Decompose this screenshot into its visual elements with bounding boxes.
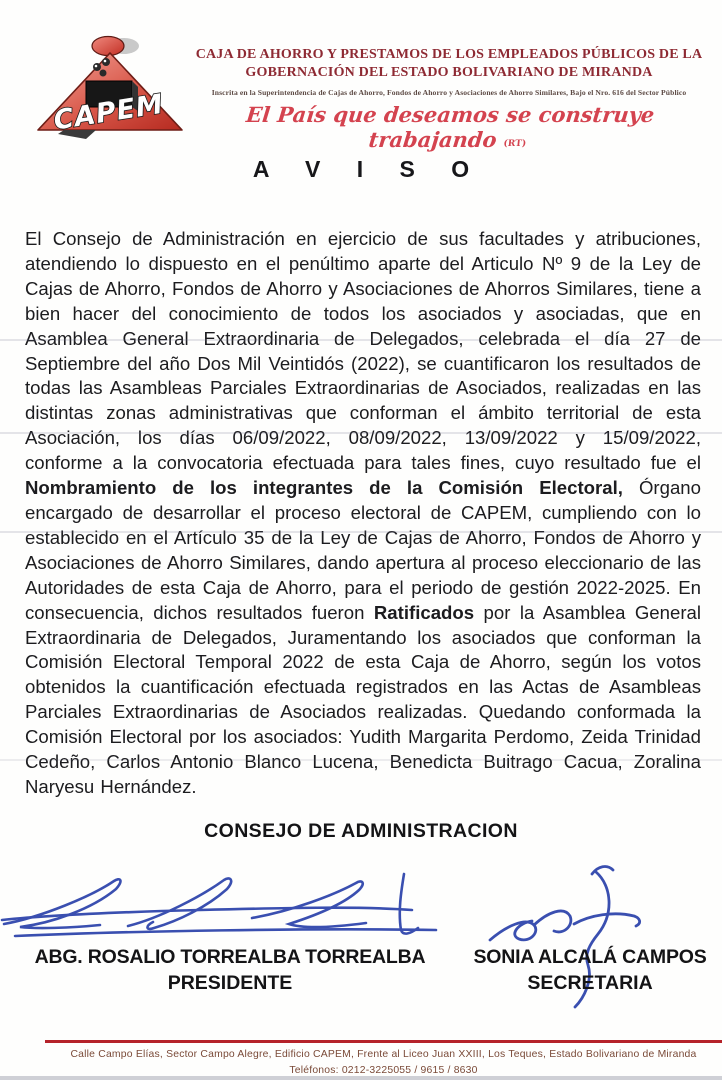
logo-head-ball [92,37,124,56]
capem-logo-icon [34,33,186,151]
president-name: ABG. ROSALIO TORREALBA TORREALBA [34,946,426,968]
president-title: PRESIDENTE [167,972,293,994]
logo-coin-highlight [95,65,98,68]
paragraph-bold-segment: Nombramiento de los integrantes de la Comisión Electoral, [25,477,623,499]
org-name [183,46,715,82]
logo-wordmark: CAPEM [51,88,166,137]
slogan-text: El País que deseamos se construye trabajando [244,102,656,152]
capem-logo [34,33,186,151]
logo-coin [100,70,107,77]
signature-block-secretary [470,944,710,996]
president-signature-icon [0,868,450,948]
letterhead [183,46,715,152]
notice-title: A V I S O [252,156,485,182]
org-name-line1: CAJA DE AHORRO Y PRESTAMOS DE LOS EMPLEADOS PÚBLICOS DE LA [195,47,703,62]
paragraph-bold-segment: Ratificados [373,601,475,623]
footer-divider [45,1040,722,1043]
registration-line: Inscrita en la Superintendencia de Cajas de Ahorro, Fondos de Ahorro y Asociaciones de Ahorro Similares, Bajo el Nro. 616 del Sector Público [211,88,687,97]
logo-coin-highlight [104,60,107,63]
paragraph-segment: por la Asamblea General Extraordinaria de Delegados, Juramentando los asociados que conforman la Comisión Electoral Temporal 2022 de esta Caja de Ahorro, según los votos obtenidos la cuantificación efectuada registrados en las Actas de Asambleas Parciales Extraordinarias de Asociados realizadas. Quedando conformada la Comisión Electoral por los asociados: Yudith Margarita Perdomo, Zeida Trinidad Cedeño, Carlos Antonio Blanco Lucena, Benedicta Buitrago Cacua, Zoralina Naryesu Hernández. [25,601,701,797]
secretary-name: SONIA ALCALÁ CAMPOS [473,946,707,968]
footer [45,1047,722,1079]
footer-phones: Teléfonos: 0212-3225055 / 9615 / 8630 [289,1065,478,1076]
notice-paragraph [25,227,701,800]
org-name-line2: GOBERNACIÓN DEL ESTADO BOLIVARIANO DE MIRANDA [245,65,653,80]
slogan [180,102,717,152]
closing-heading: CONSEJO DE ADMINISTRACION [204,820,518,842]
slogan-suffix: (RT) [502,139,527,149]
paragraph-segment: El Consejo de Administración en ejercicio de sus facultades y atribuciones, atendiendo lo dispuesto en el penúltimo aparte del Articulo Nº 9 de la Ley de Cajas de Ahorro, Fondos de Ahorro y Asociaciones de Ahorros Similares, tiene a bien hacer del conocimiento de todos los asociados y asociadas, que en Asamblea General Extraordinaria de Delegados, celebrada el día 27 de Septiembre del año Dos Mil Veintidós (2022), se cuantificaron los resultados de todas las Asambleas Parciales Extraordinarias de Asociados, realizadas en las distintas zonas administrativas que conforman el ámbito territorial de esta Asociación, los días 06/09/2022, 08/09/2022, 13/09/2022 y 15/09/2022, conforme a la convocatoria efectuada para tales fines, cuyo resultado fue el [25,228,701,474]
logo-coin [93,63,101,71]
scan-bottom-edge [0,1076,722,1080]
secretary-title: SECRETARIA [527,972,653,994]
logo-coin [102,58,110,66]
footer-address: Calle Campo Elías, Sector Campo Alegre, Edificio CAPEM, Frente al Liceo Juan XXIII, Los Teques, Estado Bolivariano de Miranda [70,1049,697,1060]
paragraph-segment: Órgano encargado de desarrollar el proceso electoral de CAPEM, cumpliendo con lo establecido en el Artículo 35 de la Ley de Cajas de Ahorro, Fondos de Ahorro y Asociaciones de Ahorro Similares, dando apertura al proceso eleccionario de las Autoridades de esta Caja de Ahorro, para el periodo de gestión 2022-2025. En consecuencia, dichos resultados fueron [25,477,701,623]
signature-block-president [15,944,445,996]
